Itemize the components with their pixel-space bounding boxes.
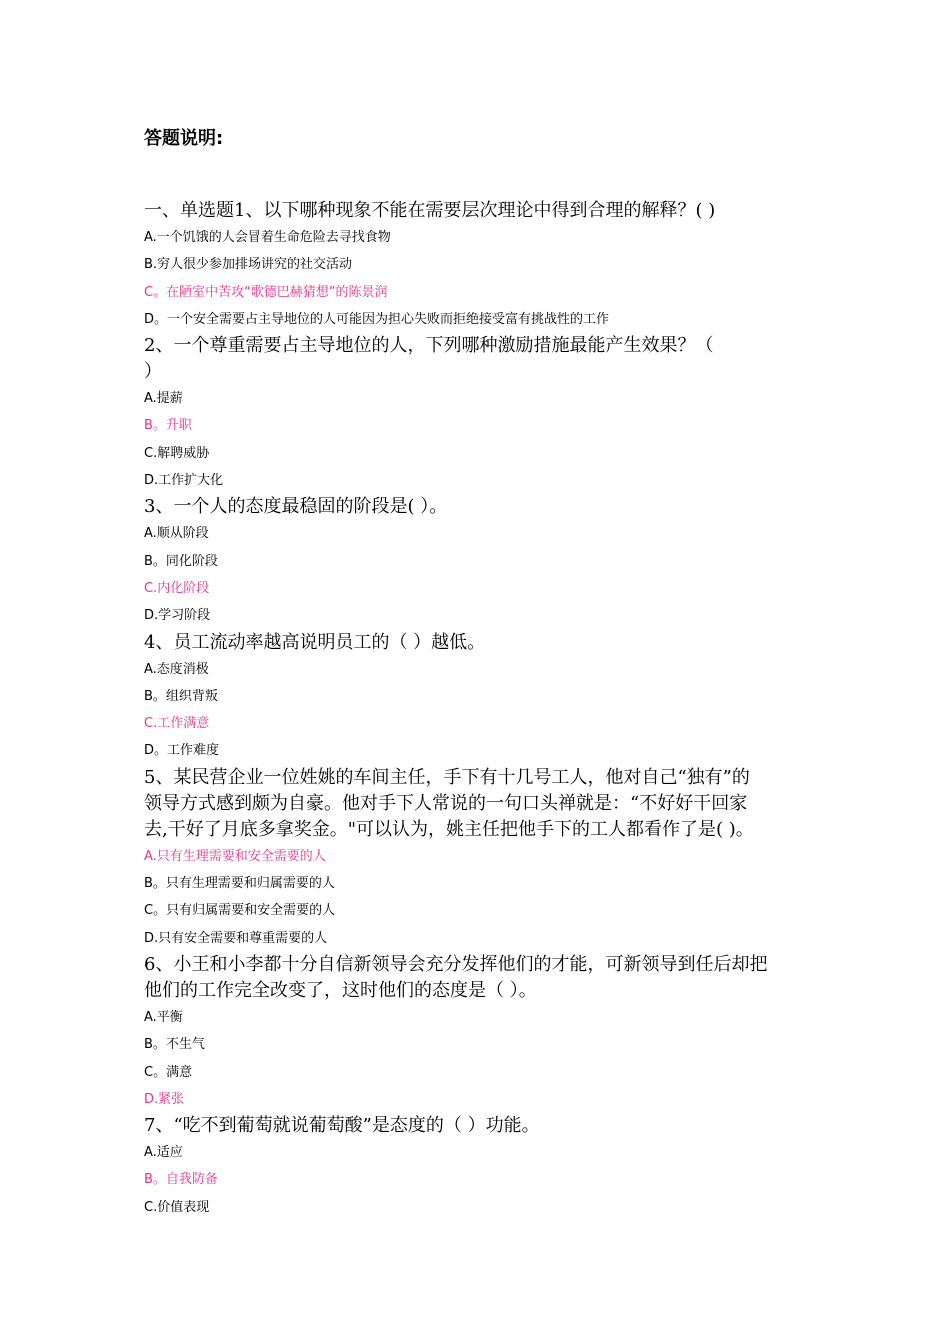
answer-option-highlighted: A.只有生理需要和安全需要的人 (144, 848, 326, 864)
answer-option: D.工作扩大化 (144, 473, 224, 489)
answer-option: B.穷人很少参加排场讲究的社交活动 (144, 257, 353, 273)
question-block (144, 1113, 814, 1221)
instructions-heading: 答题说明: (144, 128, 224, 149)
answer-option-highlighted: C。在陋室中苦攻“歌德巴赫猜想”的陈景润 (144, 284, 388, 300)
question-text: 5、某民营企业一位姓姚的车间主任，手下有十几号工人，他对自己“独有”的 (144, 766, 750, 788)
question-list (144, 198, 814, 1221)
answer-option: D。工作难度 (144, 743, 220, 759)
answer-option: A.一个饥饿的人会冒着生命危险去寻找食物 (144, 230, 391, 245)
answer-option-highlighted: D.紧张 (144, 1091, 185, 1107)
question-text: 3、一个人的态度最稳固的阶段是( ）。 (144, 496, 448, 518)
question-text: 2、一个尊重需要占主导地位的人，下列哪种激励措施最能产生效果？（ (144, 335, 714, 357)
answer-option-highlighted: B。升职 (144, 418, 192, 434)
question-block (144, 198, 814, 333)
question-text: 6、小王和小李都十分自信新领导会充分发挥他们的才能，可新领导到任后却把 (144, 953, 768, 975)
question-text: 去,干好了月底多拿奖金。"可以认为，姚主任把他手下的工人都看作了是( )。 (144, 818, 754, 840)
answer-option-highlighted: C.内化阶段 (144, 580, 210, 596)
question-block (144, 494, 814, 629)
answer-option: C.解聘威胁 (144, 445, 210, 461)
question-text: 一、单选题1、以下哪种现象不能在需要层次理论中得到合理的解释？( ) (144, 200, 716, 221)
question-text: 领导方式感到颇为自豪。他对手下人常说的一句口头禅就是：“不好好干回家 (144, 792, 748, 814)
answer-option: B。组织背叛 (144, 688, 218, 704)
answer-option: C。只有归属需要和安全需要的人 (144, 903, 336, 919)
answer-option: B。同化阶段 (144, 553, 218, 569)
question-text: 7、“吃不到葡萄就说葡萄酸”是态度的（ ）功能。 (144, 1115, 540, 1137)
question-text: 他们的工作完全改变了，这时他们的态度是（ ）。 (144, 979, 537, 1001)
answer-option: A.适应 (144, 1145, 183, 1161)
answer-option: C.价值表现 (144, 1199, 210, 1215)
question-block (144, 952, 814, 1113)
question-text: 4、员工流动率越高说明员工的（ ）越低。 (144, 631, 486, 653)
answer-option: C。满意 (144, 1064, 193, 1080)
answer-option: D。一个安全需要占主导地位的人可能因为担心失败而拒绝接受富有挑战性的工作 (144, 311, 610, 327)
answer-option: A.态度消极 (144, 661, 209, 677)
question-text: ） (144, 361, 162, 383)
question-block (144, 765, 814, 952)
question-block (144, 630, 814, 765)
answer-option: B。不生气 (144, 1037, 205, 1053)
answer-option-highlighted: B。自我防备 (144, 1172, 218, 1188)
answer-option: D.学习阶段 (144, 608, 211, 624)
question-block (144, 333, 814, 494)
answer-option-highlighted: C.工作满意 (144, 716, 210, 732)
answer-option: D.只有安全需要和尊重需要的人 (144, 930, 328, 946)
answer-option: B。只有生理需要和归属需要的人 (144, 876, 335, 892)
answer-option: A.提薪 (144, 391, 183, 407)
answer-option: A.平衡 (144, 1009, 183, 1025)
answer-option: A.顺从阶段 (144, 526, 209, 542)
